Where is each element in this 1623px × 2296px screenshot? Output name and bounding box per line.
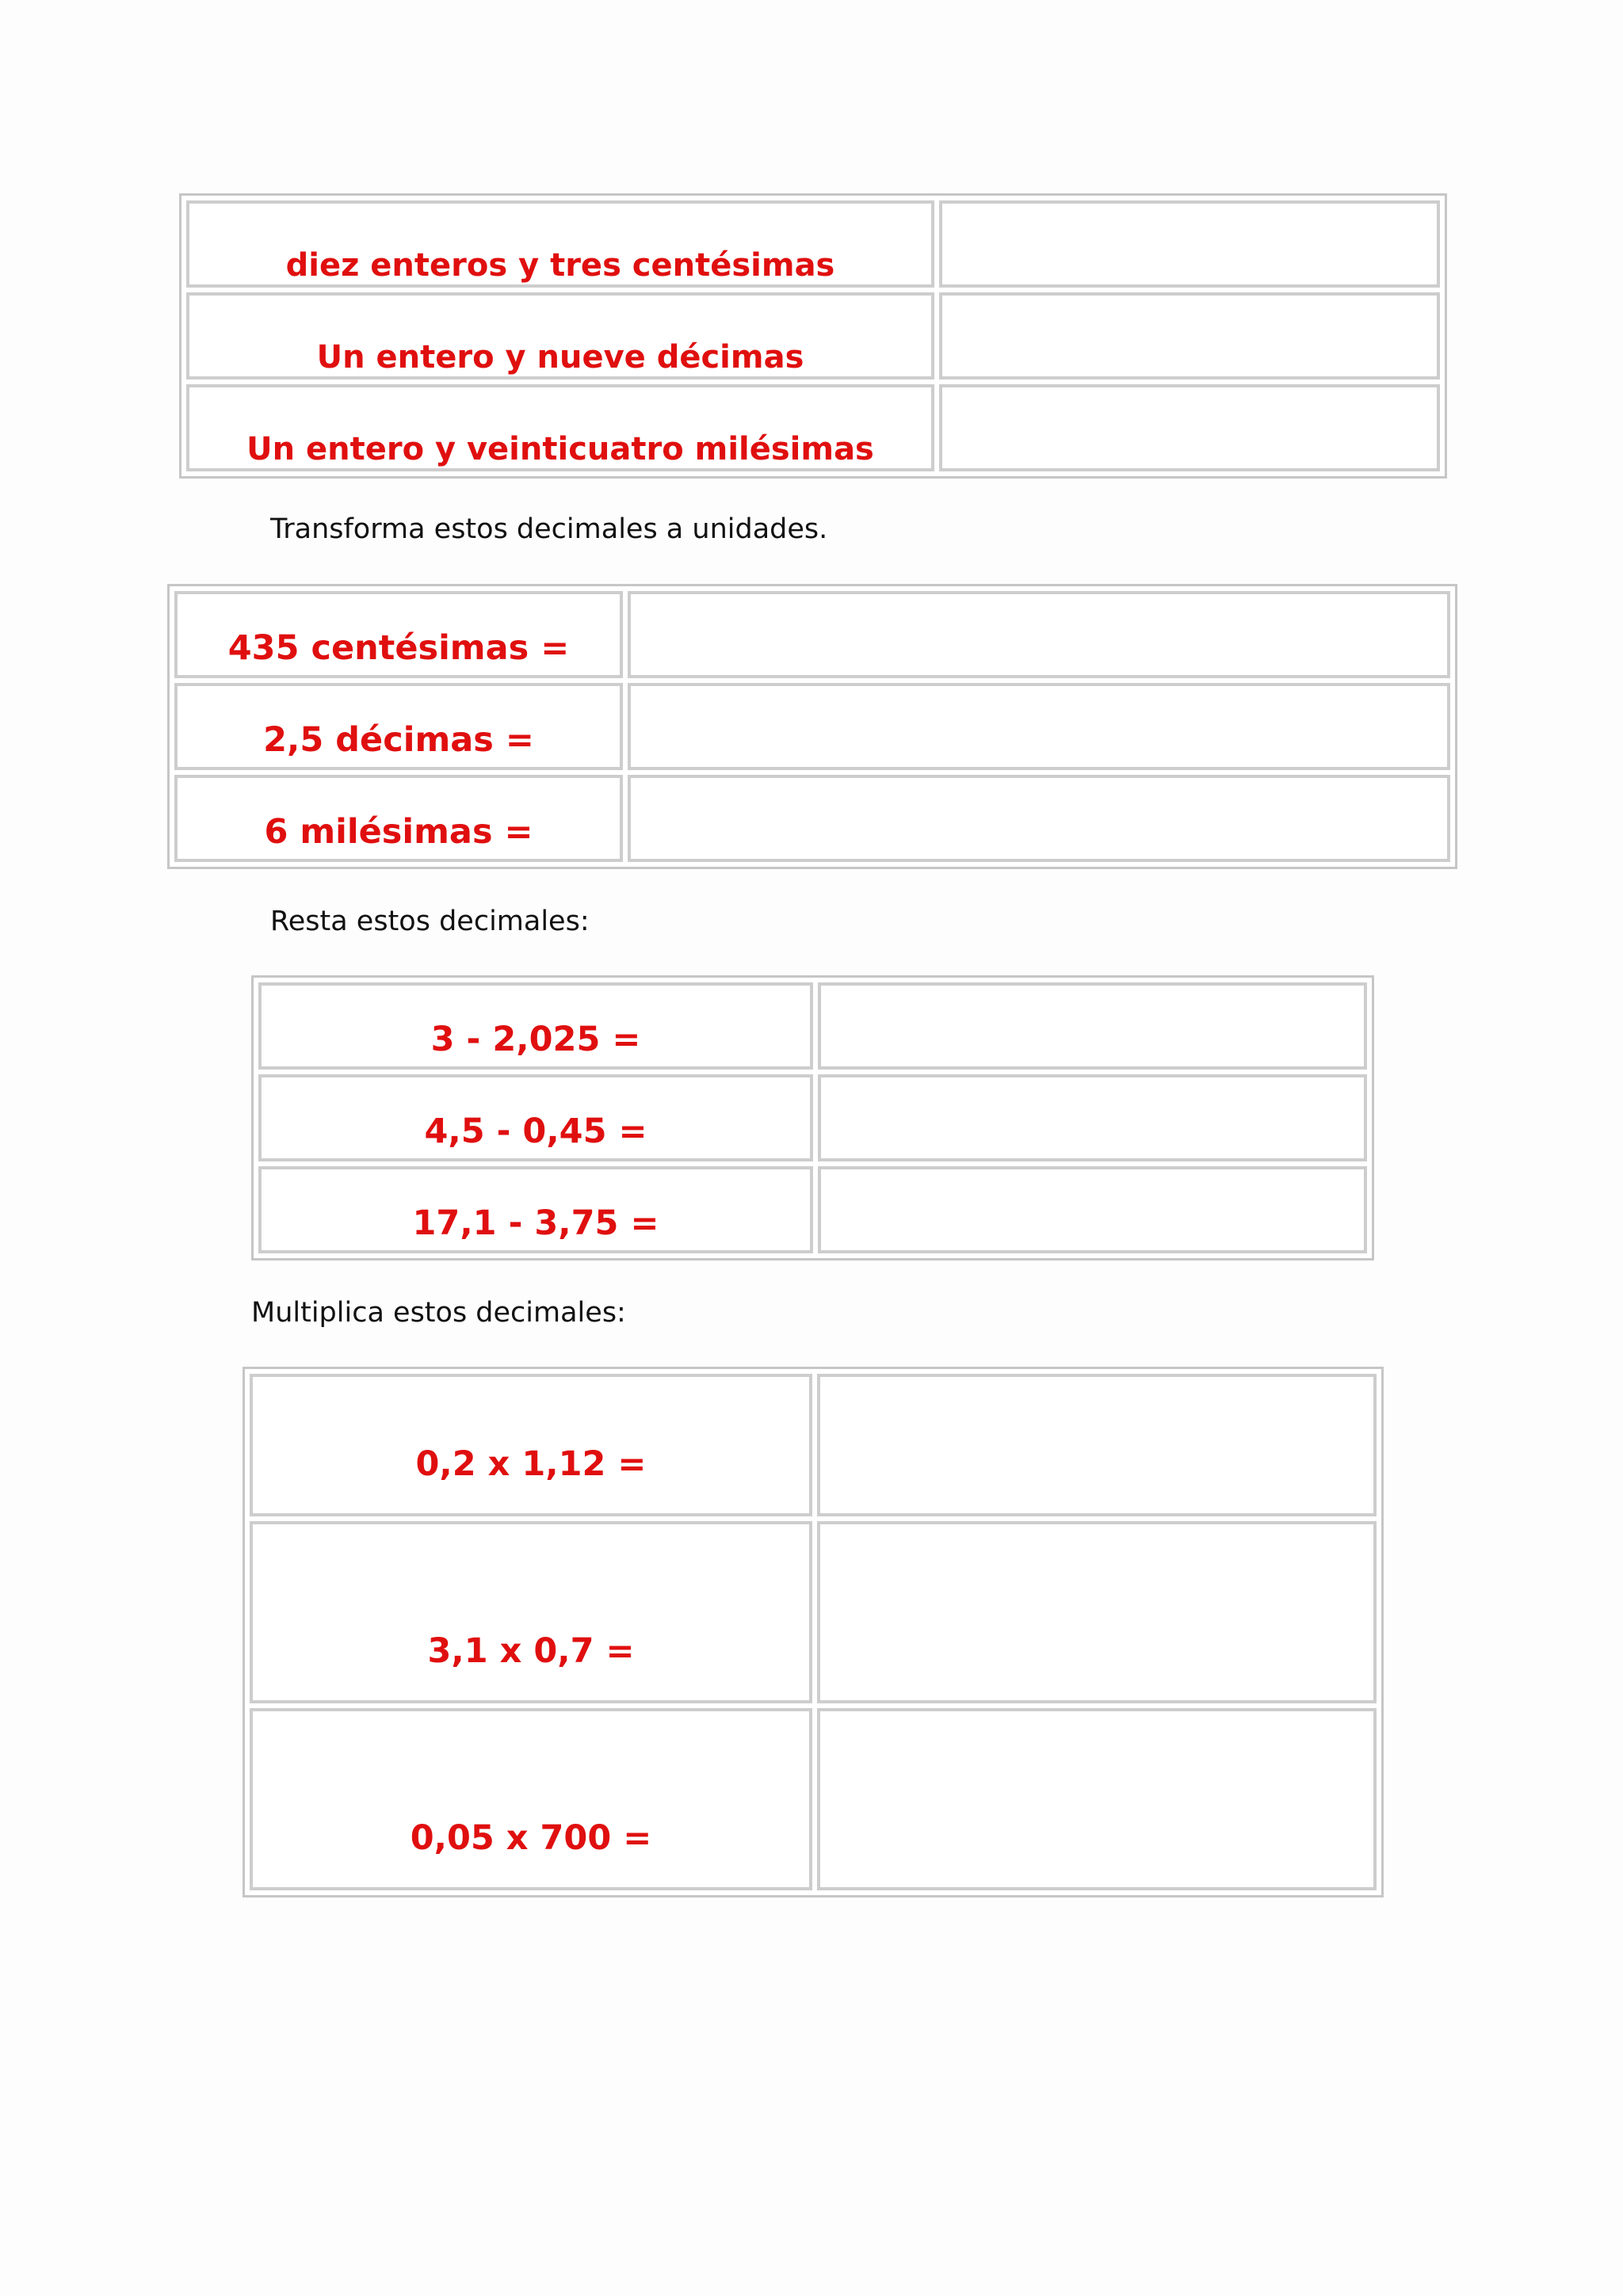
prompt-cell xyxy=(174,591,623,678)
table-row xyxy=(174,683,1450,770)
answer-cell[interactable] xyxy=(939,292,1440,379)
prompt-cell xyxy=(258,1074,813,1161)
answer-cell[interactable] xyxy=(939,200,1440,288)
prompt-text: Un entero y nueve décimas xyxy=(316,339,804,376)
prompt-text: 3,1 x 0,7 = xyxy=(427,1631,635,1671)
decimal-names-table xyxy=(179,193,1447,479)
answer-cell[interactable] xyxy=(939,384,1440,471)
answer-cell[interactable] xyxy=(817,1708,1377,1890)
transform-units-table xyxy=(167,584,1457,869)
prompt-text: 6 milésimas = xyxy=(264,812,533,852)
prompt-text: 17,1 - 3,75 = xyxy=(412,1203,659,1243)
prompt-cell xyxy=(186,292,934,379)
table-row xyxy=(258,1166,1367,1253)
prompt-text: Un entero y veinticuatro milésimas xyxy=(246,431,874,467)
answer-cell[interactable] xyxy=(818,982,1367,1070)
table-row xyxy=(186,292,1440,379)
table-row xyxy=(186,200,1440,288)
prompt-cell xyxy=(186,200,934,288)
prompt-cell xyxy=(250,1521,812,1703)
answer-cell[interactable] xyxy=(817,1374,1377,1516)
answer-cell[interactable] xyxy=(818,1166,1367,1253)
prompt-text: 435 centésimas = xyxy=(227,628,570,668)
prompt-cell xyxy=(174,683,623,770)
answer-cell[interactable] xyxy=(628,775,1450,862)
subtraction-table xyxy=(251,975,1374,1261)
table-row xyxy=(174,775,1450,862)
prompt-text: 0,2 x 1,12 = xyxy=(415,1444,647,1484)
table-row xyxy=(250,1521,1377,1703)
prompt-cell xyxy=(250,1708,812,1890)
prompt-cell xyxy=(258,1166,813,1253)
answer-cell[interactable] xyxy=(628,591,1450,678)
table-row xyxy=(250,1708,1377,1890)
table-row xyxy=(258,1074,1367,1161)
prompt-cell xyxy=(250,1374,812,1516)
prompt-cell xyxy=(174,775,623,862)
answer-cell[interactable] xyxy=(628,683,1450,770)
prompt-text: 3 - 2,025 = xyxy=(430,1020,641,1059)
prompt-text: 0,05 x 700 = xyxy=(410,1818,652,1858)
answer-cell[interactable] xyxy=(817,1521,1377,1703)
table-row xyxy=(174,591,1450,678)
multiplication-table xyxy=(242,1367,1384,1897)
prompt-text: diez enteros y tres centésimas xyxy=(285,247,835,284)
table-row xyxy=(258,982,1367,1070)
prompt-text: 2,5 décimas = xyxy=(263,720,534,760)
instruction-subtract: Resta estos decimales: xyxy=(270,906,590,937)
table-row xyxy=(186,384,1440,471)
prompt-cell xyxy=(186,384,934,471)
prompt-cell xyxy=(258,982,813,1070)
instruction-multiply: Multiplica estos decimales: xyxy=(251,1297,626,1329)
instruction-transform: Transforma estos decimales a unidades. xyxy=(270,513,828,545)
prompt-text: 4,5 - 0,45 = xyxy=(424,1112,647,1151)
answer-cell[interactable] xyxy=(818,1074,1367,1161)
table-row xyxy=(250,1374,1377,1516)
